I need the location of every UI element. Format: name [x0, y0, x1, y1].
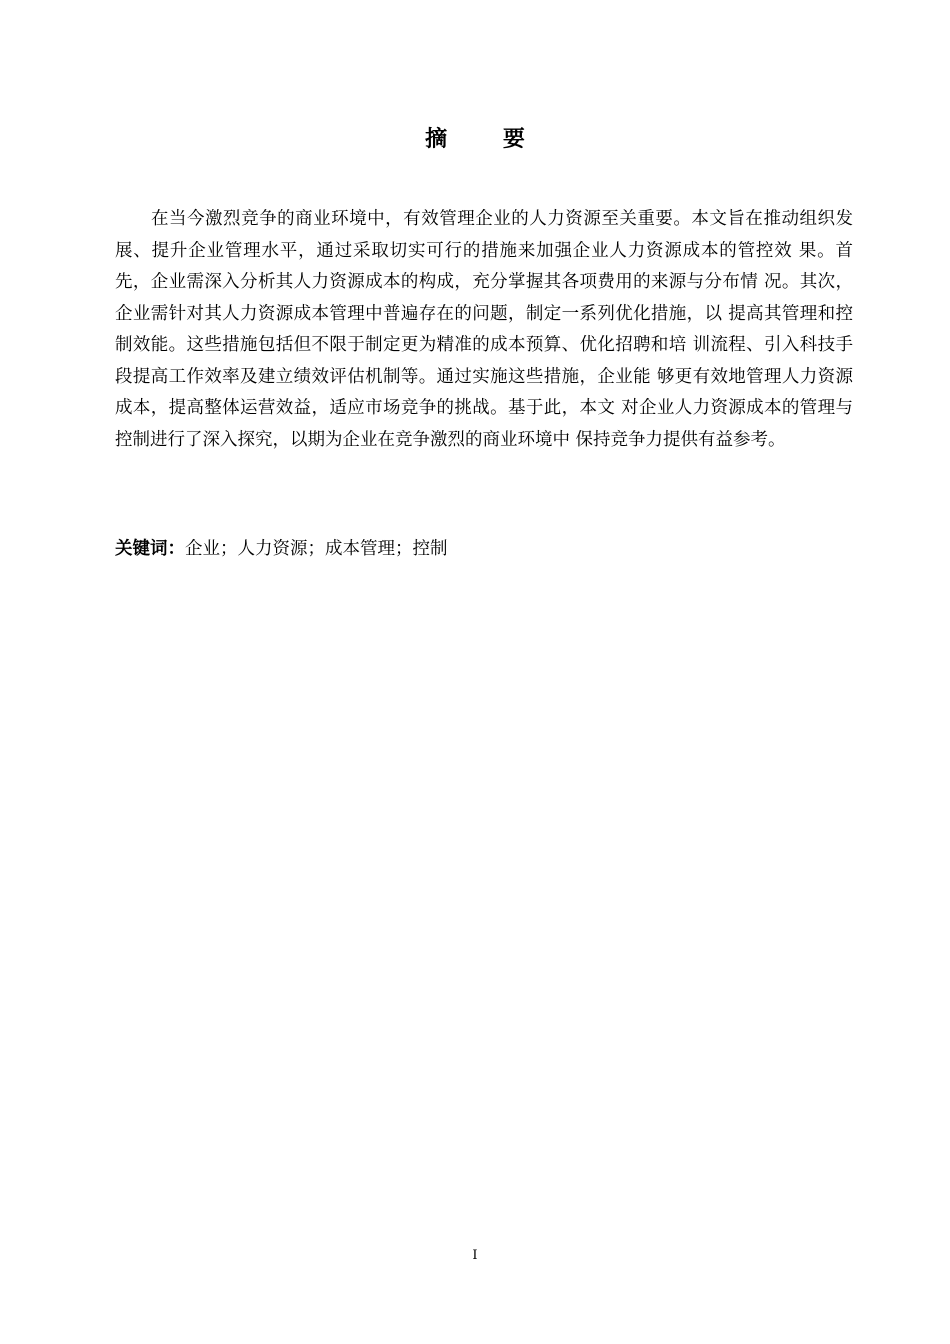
page-number: I	[472, 1248, 478, 1263]
abstract-body: 在当今激烈竞争的商业环境中，有效管理企业的人力资源至关重要。本文旨在推动组织发展、提升企业管理水平，通过采取切实可行的措施来加强企业人力资源成本的管控效 果。首先，企业需深入分析其人力资源成本的构成，充分掌握其各项费用的来源与分布情 况。其次，企业需针对其人力资源成本管理中普遍存在的问题，制定一系列优化措施，以 提高其管理和控制效能。这些措施包括但不限于制定更为精准的成本预算、优化招聘和培 训流程、引入科技手段提高工作效率及建立绩效评估机制等。通过实施这些措施，企业能 够更有效地管理人力资源成本，提高整体运营效益，适应市场竞争的挑战。基于此，本文 对企业人力资源成本的管理与控制进行了深入探究，以期为企业在竞争激烈的商业环境中 保持竞争力提供有益参考。	[115, 209, 853, 450]
keywords-label: 关键词：	[115, 539, 185, 559]
keywords-value: 企业；人力资源；成本管理；控制	[185, 539, 448, 559]
abstract-title: 摘 要	[425, 127, 549, 152]
keywords-line	[115, 535, 853, 563]
